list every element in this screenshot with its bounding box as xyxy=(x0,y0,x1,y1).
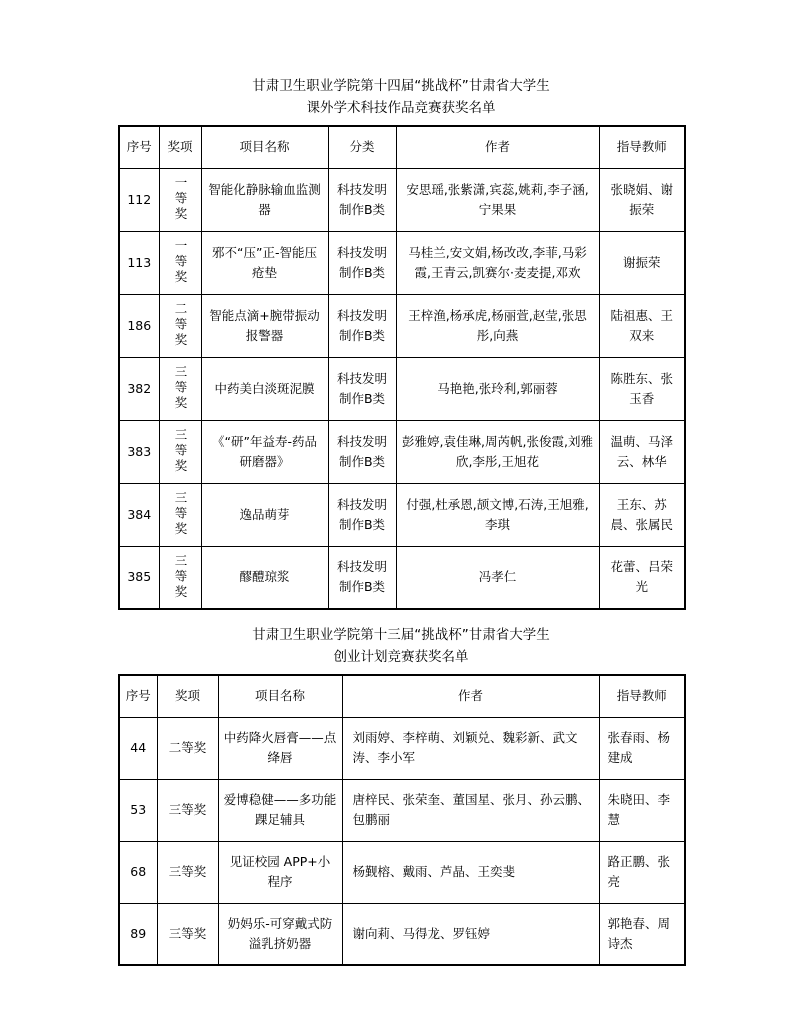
cell-award: 三等奖 xyxy=(157,841,218,903)
header-authors: 作者 xyxy=(396,126,599,168)
cell-category: 科技发明制作B类 xyxy=(328,231,396,294)
cell-award: 三等奖 xyxy=(157,903,218,965)
cell-project: 醪醴琼浆 xyxy=(201,546,328,609)
cell-project: 邪不“压”正-智能压疮垫 xyxy=(201,231,328,294)
cell-award: 三等奖 xyxy=(157,779,218,841)
cell-project: 爱博稳健——多功能踝足辅具 xyxy=(218,779,342,841)
cell-category: 科技发明制作B类 xyxy=(328,168,396,231)
cell-serial: 44 xyxy=(119,717,157,779)
table-row xyxy=(119,546,685,609)
cell-project: 智能化静脉输血监测器 xyxy=(201,168,328,231)
cell-project: 见证校园 APP+小程序 xyxy=(218,841,342,903)
cell-teachers: 花蕾、吕荣光 xyxy=(599,546,685,609)
table-row xyxy=(119,483,685,546)
cell-category: 科技发明制作B类 xyxy=(328,546,396,609)
header-serial: 序号 xyxy=(119,126,159,168)
cell-serial: 53 xyxy=(119,779,157,841)
cell-authors: 付强,杜承恩,颉文博,石涛,王旭雅,李琪 xyxy=(396,483,599,546)
table-row xyxy=(119,357,685,420)
cell-award: 一等奖 xyxy=(159,168,201,231)
cell-serial: 68 xyxy=(119,841,157,903)
header-teachers: 指导教师 xyxy=(599,126,685,168)
cell-serial: 385 xyxy=(119,546,159,609)
cell-category: 科技发明制作B类 xyxy=(328,483,396,546)
cell-teachers: 谢振荣 xyxy=(599,231,685,294)
cell-project: 奶妈乐-可穿戴式防溢乳挤奶器 xyxy=(218,903,342,965)
cell-teachers: 朱晓田、李慧 xyxy=(599,779,685,841)
businessplan-award-table xyxy=(118,674,686,966)
cell-teachers: 张晓娟、谢振荣 xyxy=(599,168,685,231)
cell-authors: 杨觐榕、戴雨、芦晶、王奕斐 xyxy=(342,841,599,903)
scitech-award-table xyxy=(118,125,686,610)
cell-authors: 彭雅婷,袁佳琳,周芮帆,张俊霞,刘雅欣,李彤,王旭花 xyxy=(396,420,599,483)
header-project: 项目名称 xyxy=(201,126,328,168)
table-row xyxy=(119,841,685,903)
cell-award: 三等奖 xyxy=(159,546,201,609)
header-teachers: 指导教师 xyxy=(599,675,685,717)
cell-project: 逸品萌芽 xyxy=(201,483,328,546)
section2-title-line1: 甘肃卫生职业学院第十三届“挑战杯”甘肃省大学生 xyxy=(252,627,550,643)
cell-award: 三等奖 xyxy=(159,483,201,546)
cell-award: 一等奖 xyxy=(159,231,201,294)
cell-project: 中药降火唇膏——点绛唇 xyxy=(218,717,342,779)
cell-award: 二等奖 xyxy=(157,717,218,779)
cell-teachers: 王东、苏晨、张属民 xyxy=(599,483,685,546)
cell-category: 科技发明制作B类 xyxy=(328,294,396,357)
cell-authors: 刘雨婷、李梓萌、刘颖兑、魏彩新、武文涛、李小军 xyxy=(342,717,599,779)
header-authors: 作者 xyxy=(342,675,599,717)
table-row xyxy=(119,420,685,483)
section2-title-line2: 创业计划竞赛获奖名单 xyxy=(333,649,469,665)
table-row xyxy=(119,168,685,231)
header-award: 奖项 xyxy=(159,126,201,168)
cell-authors: 王梓渔,杨承虎,杨丽萱,赵莹,张思彤,向燕 xyxy=(396,294,599,357)
section-scitech-awards xyxy=(118,75,684,610)
cell-award: 三等奖 xyxy=(159,420,201,483)
header-award: 奖项 xyxy=(157,675,218,717)
cell-authors: 马艳艳,张玲利,郭丽蓉 xyxy=(396,357,599,420)
table-header-row xyxy=(119,675,685,717)
header-serial: 序号 xyxy=(119,675,157,717)
cell-authors: 马桂兰,安文娟,杨改改,李菲,马彩霞,王青云,凯赛尔·麦麦提,邓欢 xyxy=(396,231,599,294)
cell-serial: 89 xyxy=(119,903,157,965)
table-row xyxy=(119,231,685,294)
cell-category: 科技发明制作B类 xyxy=(328,357,396,420)
cell-project: 智能点滴+腕带振动报警器 xyxy=(201,294,328,357)
table-row xyxy=(119,903,685,965)
section-businessplan-awards xyxy=(118,624,684,966)
section1-title-line1: 甘肃卫生职业学院第十四届“挑战杯”甘肃省大学生 xyxy=(252,78,550,94)
cell-teachers: 陆祖惠、王双来 xyxy=(599,294,685,357)
cell-teachers: 陈胜东、张玉香 xyxy=(599,357,685,420)
cell-category: 科技发明制作B类 xyxy=(328,420,396,483)
cell-award: 三等奖 xyxy=(159,357,201,420)
cell-project: 《“研”年益寿-药品研磨器》 xyxy=(201,420,328,483)
cell-serial: 186 xyxy=(119,294,159,357)
header-project: 项目名称 xyxy=(218,675,342,717)
cell-serial: 382 xyxy=(119,357,159,420)
table-header-row xyxy=(119,126,685,168)
cell-teachers: 温萌、马泽云、林华 xyxy=(599,420,685,483)
cell-serial: 384 xyxy=(119,483,159,546)
header-category: 分类 xyxy=(328,126,396,168)
cell-teachers: 张春雨、杨建成 xyxy=(599,717,685,779)
cell-authors: 安思瑶,张紫潇,宾蕊,姚莉,李子涵,宁果果 xyxy=(396,168,599,231)
table-row xyxy=(119,779,685,841)
table-row xyxy=(119,294,685,357)
cell-serial: 383 xyxy=(119,420,159,483)
cell-authors: 唐梓民、张荣奎、董国星、张月、孙云鹏、包鹏丽 xyxy=(342,779,599,841)
cell-authors: 谢向莉、马得龙、罗钰婷 xyxy=(342,903,599,965)
cell-authors: 冯孝仁 xyxy=(396,546,599,609)
cell-serial: 113 xyxy=(119,231,159,294)
cell-teachers: 郭艳春、周诗杰 xyxy=(599,903,685,965)
cell-serial: 112 xyxy=(119,168,159,231)
cell-teachers: 路正鹏、张亮 xyxy=(599,841,685,903)
cell-project: 中药美白淡斑泥膜 xyxy=(201,357,328,420)
cell-award: 二等奖 xyxy=(159,294,201,357)
section1-title-line2: 课外学术科技作品竞赛获奖名单 xyxy=(306,100,496,116)
table-row xyxy=(119,717,685,779)
